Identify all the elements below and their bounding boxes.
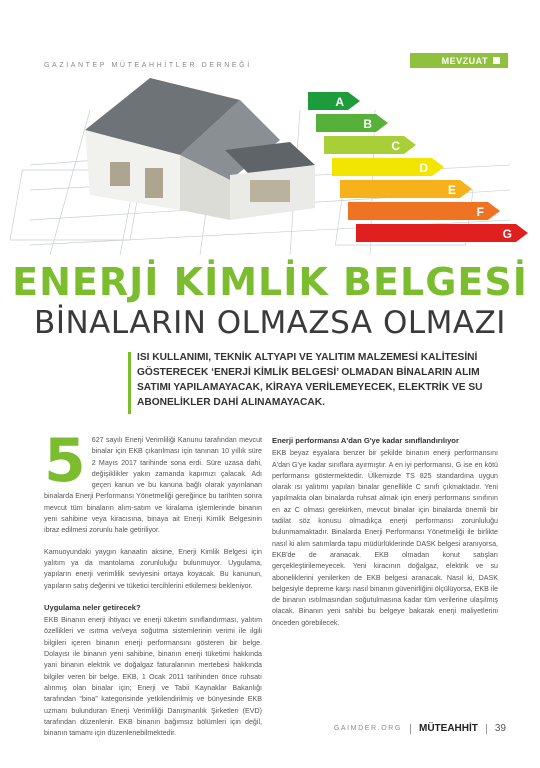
subheading: Enerji performansı A'dan G'ye kadar sınıflandırılıyor — [272, 436, 459, 445]
square-icon — [493, 57, 500, 64]
publisher-name: GAZİANTEP MÜTEAHHİTLER DERNEĞİ — [44, 62, 252, 69]
subheading: Uygulama neler getirecek? — [44, 602, 141, 612]
column-left — [44, 426, 262, 749]
energy-bar-b — [316, 114, 388, 132]
drop-cap: 5 — [44, 426, 86, 496]
house-model — [85, 78, 315, 220]
section-tag — [410, 53, 508, 68]
energy-rating-scale — [308, 92, 528, 242]
energy-bar-label: C — [391, 139, 400, 153]
title-line-1: ENERJİ KİMLİK BELGESİ — [12, 260, 528, 304]
paragraph: EKB Binanın enerji ihtiyacı ve enerji tüketim sınıflandırması, yalıtım özellikleri ve ısıtma ve/veya soğutma sistemlerinin verimi ile ilgili bilgileri içeren binanın enerji performansını gösteren bir belge. Dolayısı ile binanın yeni sahibine, binanın enerji tüketimi hakkında yani binanın elektrik ve doğalgaz faturalarının mertebesi hakkında bilgiler veren bir belge. EKB, 1 Ocak 2011 tarihinden önce ruhsatı alınmış olan binalar için; Enerji ve Tabii Kaynaklar Bakanlığı tarafından “bina” kategorisinde yetkilendirilmiş ve bünyesinde EKB uzmanı bulunduran Enerji Verimliliği Danışmanlık Şirketleri (EVD) tarafından düzenlenir. EKB binanın bağımsız bölümleri için değil, binanın tamamı için düzenlenebilmektedir. — [44, 616, 262, 738]
footer-divider — [486, 724, 487, 734]
energy-bar-c — [324, 136, 416, 154]
energy-bar-label: G — [502, 227, 512, 241]
energy-bar-label: B — [363, 117, 372, 131]
lead-accent-bar — [128, 352, 131, 414]
column-right — [272, 435, 498, 639]
title-line-2: BİNALARIN OLMAZSA OLMAZI — [34, 305, 506, 341]
energy-bar-label: F — [476, 205, 484, 219]
hero-illustration — [30, 70, 510, 255]
footer-url: GAIMDER.ORG — [333, 725, 402, 732]
page-footer — [334, 723, 506, 734]
paragraph: Kamuoyundaki yaygın kanaatin aksine, Enerji Kimlik Belgesi için yalıtım ya da mantolama zorunluluğu bulunmuyor. Uygulama, yapıların enerji verimlilik seviyesini ortaya koyacak. Bu kanunun, yapıların satış değerini ve tüketici tercihlerini etkilemesi bekleniyor. — [44, 547, 262, 590]
footer-brand: MÜTEAHHİT — [418, 723, 478, 734]
energy-bar-a — [308, 92, 360, 110]
energy-bar-label: D — [419, 161, 428, 175]
page-number: 39 — [494, 723, 506, 734]
lead-paragraph: ISI KULLANIMI, TEKNİK ALTYAPI VE YALITIM MALZEMESİ KALİTESİNİ GÖSTERECEK ‘ENERJİ KİMLİK BELGESİ’ OLMADAN BİNALARIN ALIM SATIMI YAPILAMAYACAK, KİRAYA VERİLEMEYECEK, ELEKTRİK VE SU ABONELİKLER DAHİ ALINAMAYACAK. — [137, 352, 483, 408]
energy-bar-label: A — [335, 95, 344, 109]
footer-divider — [410, 724, 411, 734]
paragraph: EKB beyaz eşyalara benzer bir şekilde binanın enerji performansını A'dan G'ye kadar sınıflara ayırmıştır. A en iyi performansı, G ise en kötü performansı göstermektedir. Ülkemizde TS 825 standardına uygun olarak ısı yalıtımı yapılan binalar genellikle C sınıfı çıkmaktadır. Yeni yapılmakta olan binalarda ruhsat almak için enerji performans sınıfının en az C olması gerekirken, mevcut binalar için binalarda önemli bir tadilat söz konusu olmadıkça enerji performansı zorunluluğu bulunmamaktadır. Binalarda Enerji Performansı Yönetmeliği ile birlikte nasıl ki alım satımlarda tapu müdürlüklerinde DASK belgesi aranıyorsa, EKB'de de aranacak. EKB olmadan konut satışları gerçekleştirilemeyecek. Yeni kiracının doğalgaz, elektrik ve su aboneliklerini yenilerken de EKB belgesi aranacak. Nasıl ki, DASK belgesiyle depreme karşı nasıl binanın güvenirliğini ölçülüyorsa, EKB ile de binanın ısıtılmasından soğutulmasına kadar tüm verilerine ulaşılmış olacak. Binanın yeni sahibi bu belgeye bakarak enerji maliyetlerini önceden görebilecek. — [272, 449, 498, 627]
section-label: MEVZUAT — [441, 55, 488, 66]
energy-bar-label: E — [447, 183, 456, 197]
paragraph: 627 sayılı Enerji Verimliliği Kanunu tarafından mevcut binalar için EKB çıkarılması için tanınan 10 yıllık süre 2 Mayıs 2017 tarihinde sona erdi. Süre uzasa dahi, değişiklikler yakın zamanda kapımızı çalacak. Adı geçen kanun ve bu kanuna bağlı olarak yayınlanan binalarda Enerji Performansı Yönetmeliği gereğince bu tarihten sonra mevcut tüm binaların alım-satım ve kiralama işlemlerinde binanın yeni sahibine veya kiracısına, binaya ait Enerji Kimlik Belgesinin ibraz edilmesi zorunlu hale getiriliyor. — [44, 436, 262, 535]
